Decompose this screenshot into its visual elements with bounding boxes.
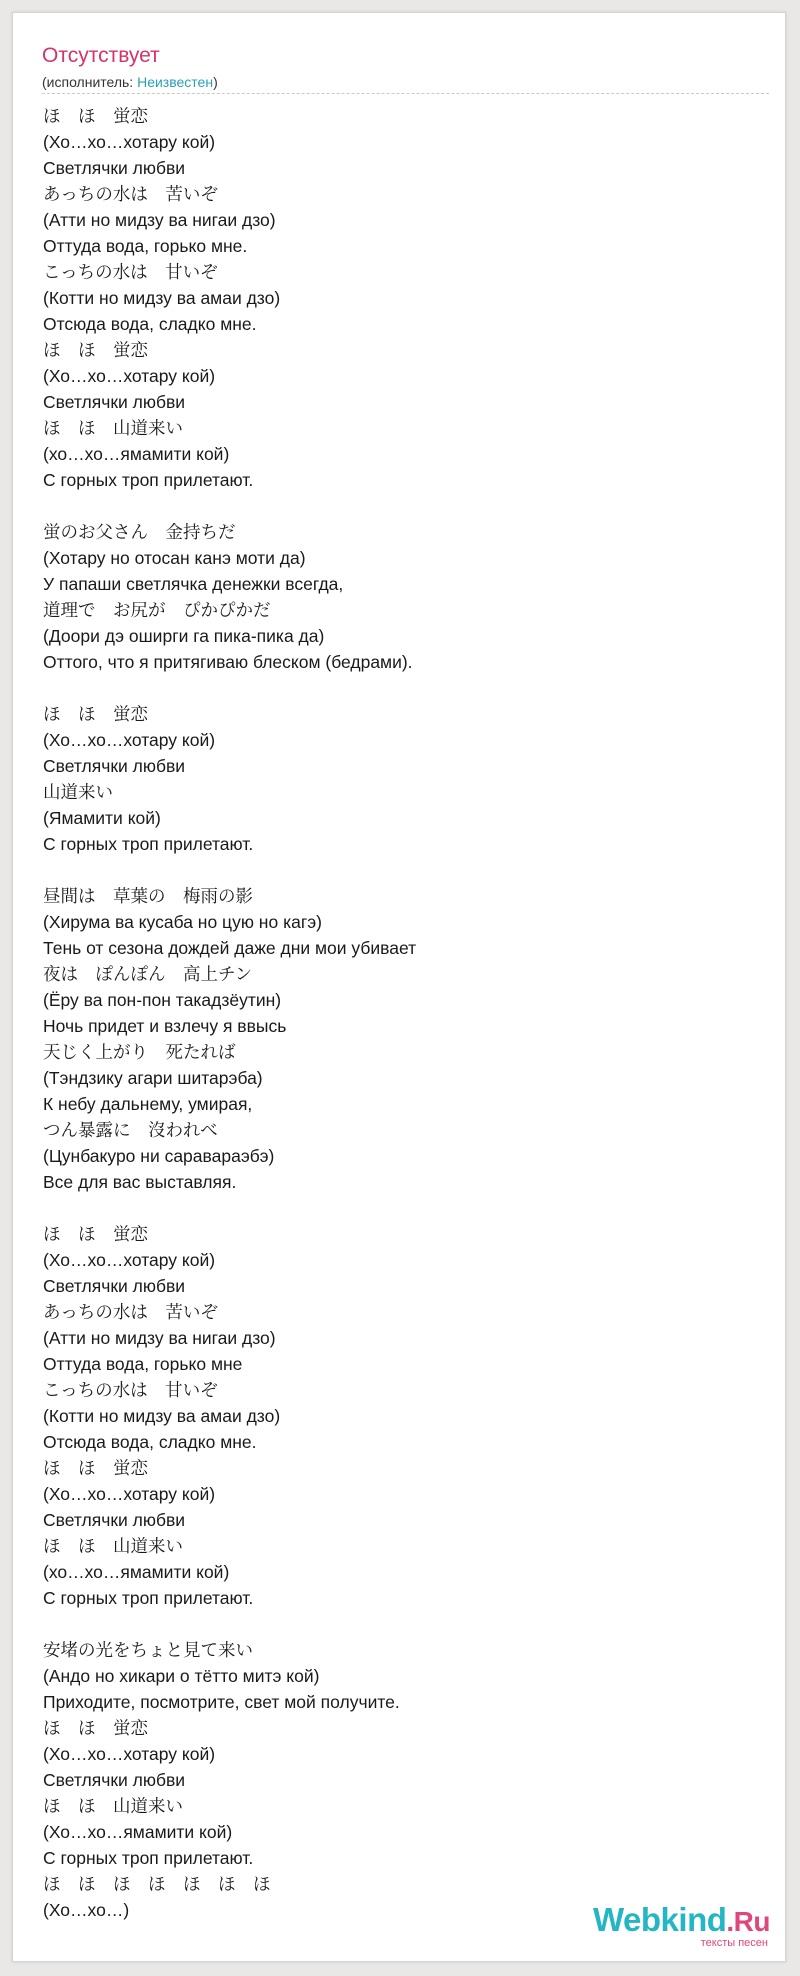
lyric-line: (Хо…хо…хотару кой): [43, 1484, 216, 1504]
lyric-line: ほ ほ ほ ほ ほ ほ ほ: [43, 1874, 271, 1894]
lyric-line: ほ ほ 蛍恋: [43, 704, 148, 724]
lyrics-text: [43, 103, 763, 1923]
lyric-line: (Цунбакуро ни саравараэбэ): [43, 1146, 275, 1166]
lyric-line: (Хо…хо…ямамити кой): [43, 1822, 233, 1842]
lyric-line: Оттуда вода, горько мне.: [43, 236, 248, 256]
lyric-line: ほ ほ 蛍恋: [43, 340, 148, 360]
lyric-line: あっちの水は 苦いぞ: [43, 184, 218, 204]
lyric-line: (Атти но мидзу ва нигаи дзо): [43, 1328, 276, 1348]
lyric-line: Приходите, посмотрите, свет мой получите.: [43, 1692, 400, 1712]
lyric-line: ほ ほ 蛍恋: [43, 1458, 148, 1478]
lyric-line: (Андо но хикари о тётто митэ кой): [43, 1666, 320, 1686]
lyric-line: 天じく上がり 死たれば: [43, 1042, 236, 1062]
lyric-line: С горных троп прилетают.: [43, 470, 254, 490]
logo-tagline: тексты песен: [700, 1937, 768, 1949]
lyric-line: Отсюда вода, сладко мне.: [43, 314, 257, 334]
lyric-line: (Хотару но отосан канэ моти да): [43, 548, 306, 568]
lyric-line: Тень от сезона дождей даже дни мои убивает: [43, 938, 417, 958]
lyric-line: (хо…хо…ямамити кой): [43, 444, 230, 464]
lyric-line: (Хирума ва кусаба но цую но кагэ): [43, 912, 322, 932]
logo-tld: .Ru: [726, 1906, 770, 1937]
song-title: Отсутствует: [42, 44, 160, 67]
logo-word: Webkind: [592, 1901, 727, 1938]
lyric-line: (Атти но мидзу ва нигаи дзо): [43, 210, 276, 230]
lyric-line: Светлячки любви: [43, 1276, 186, 1296]
lyric-line: Светлячки любви: [43, 1510, 186, 1530]
lyric-line: Светлячки любви: [43, 756, 186, 776]
lyric-line: (Хо…хо…хотару кой): [43, 1744, 216, 1764]
lyric-line: Ночь придет и взлечу я ввысь: [43, 1016, 287, 1036]
lyric-line: こっちの水は 甘いぞ: [43, 262, 218, 282]
lyric-line: (Хо…хо…хотару кой): [43, 730, 216, 750]
lyric-line: ほ ほ 山道来い: [43, 418, 183, 438]
lyric-line: ほ ほ 蛍恋: [43, 1718, 148, 1738]
lyric-line: (Доори дэ оширги га пика-пика да): [43, 626, 325, 646]
lyric-blank-line: [43, 1611, 763, 1637]
artist-link[interactable]: Неизвестен: [137, 74, 214, 90]
title-divider: [42, 93, 769, 94]
artist-prefix: (исполнитель:: [42, 74, 138, 90]
lyric-line: С горных троп прилетают.: [43, 1588, 254, 1608]
site-logo[interactable]: [593, 1903, 770, 1949]
lyric-blank-line: [43, 675, 763, 701]
lyric-line: (Хо…хо…хотару кой): [43, 366, 216, 386]
lyric-line: こっちの水は 甘いぞ: [43, 1380, 218, 1400]
lyric-line: Светлячки любви: [43, 392, 186, 412]
artist-suffix: ): [213, 74, 218, 90]
lyric-line: 夜は ぽんぽん 高上チン: [43, 964, 253, 984]
lyric-line: 蛍のお父さん 金持ちだ: [43, 522, 236, 542]
lyric-line: (Тэндзику агари шитарэба): [43, 1068, 263, 1088]
lyric-line: ほ ほ 山道来い: [43, 1536, 183, 1556]
lyric-blank-line: [43, 1195, 763, 1221]
lyric-line: (Котти но мидзу ва амаи дзо): [43, 1406, 281, 1426]
lyric-line: Оттуда вода, горько мне: [43, 1354, 243, 1374]
lyric-line: ほ ほ 蛍恋: [43, 1224, 148, 1244]
lyric-line: (Ёру ва пон-пон такадзёутин): [43, 990, 282, 1010]
lyric-line: (хо…хо…ямамити кой): [43, 1562, 230, 1582]
lyric-blank-line: [43, 493, 763, 519]
lyric-line: (Хо…хо…): [43, 1900, 130, 1920]
lyric-line: Все для вас выставляя.: [43, 1172, 237, 1192]
lyric-line: ほ ほ 蛍恋: [43, 106, 148, 126]
lyric-line: Оттого, что я притягиваю блеском (бедрами).: [43, 652, 413, 672]
lyric-line: (Хо…хо…хотару кой): [43, 1250, 216, 1270]
lyric-line: У папаши светлячка денежки всегда,: [43, 574, 344, 594]
lyric-line: (Котти но мидзу ва амаи дзо): [43, 288, 281, 308]
lyric-blank-line: [43, 857, 763, 883]
lyric-line: (Хо…хо…хотару кой): [43, 132, 216, 152]
lyric-line: Светлячки любви: [43, 1770, 186, 1790]
lyric-line: ほ ほ 山道来い: [43, 1796, 183, 1816]
lyric-line: Отсюда вода, сладко мне.: [43, 1432, 257, 1452]
lyric-line: つん暴露に 沒われべ: [43, 1120, 218, 1140]
song-card: [12, 12, 786, 1962]
lyric-line: (Ямамити кой): [43, 808, 161, 828]
artist-line: [42, 73, 218, 91]
lyric-line: Светлячки любви: [43, 158, 186, 178]
logo-wordmark: [593, 1903, 770, 1939]
lyric-line: 道理で お尻が ぴかぴかだ: [43, 600, 271, 620]
lyric-line: С горных троп прилетают.: [43, 834, 254, 854]
lyric-line: 安堵の光をちょと見て来い: [43, 1640, 253, 1660]
lyric-line: あっちの水は 苦いぞ: [43, 1302, 218, 1322]
lyric-line: К небу дальнему, умирая,: [43, 1094, 253, 1114]
lyric-line: 昼間は 草葉の 梅雨の影: [43, 886, 253, 906]
lyric-line: С горных троп прилетают.: [43, 1848, 254, 1868]
lyric-line: 山道来い: [43, 782, 113, 802]
